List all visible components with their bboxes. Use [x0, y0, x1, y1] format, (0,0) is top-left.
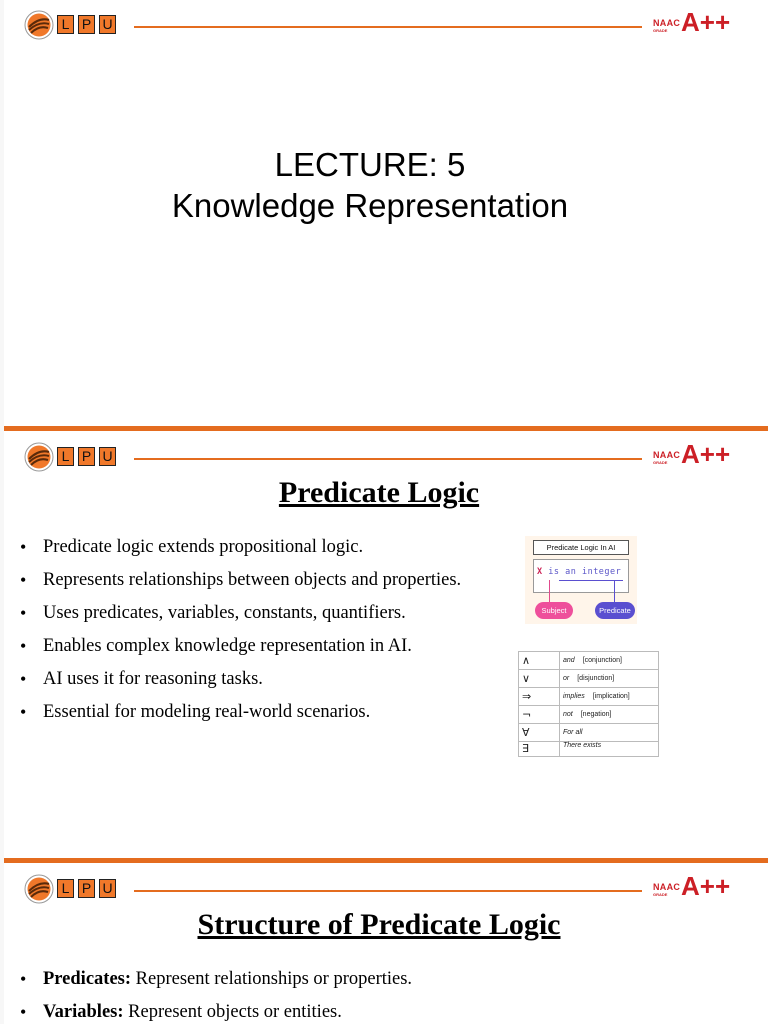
lpu-letter: P	[78, 447, 95, 466]
description-cell	[560, 724, 659, 742]
symbol-cell: ∀	[519, 724, 560, 742]
slide-divider	[4, 858, 768, 863]
description-cell	[560, 706, 659, 724]
description-cell	[560, 742, 659, 757]
table-row	[519, 706, 659, 724]
lpu-letter: L	[57, 879, 74, 898]
bullet-list	[20, 531, 461, 729]
lpu-letter: P	[78, 879, 95, 898]
grade-value: A++	[681, 439, 731, 469]
predicate-text: is an integer	[548, 567, 622, 577]
figure-sentence	[537, 567, 621, 577]
lecture-topic: Knowledge Representation	[171, 187, 569, 224]
subject-connector	[549, 580, 550, 602]
symbol-word: There exists	[563, 742, 602, 749]
slide-header	[4, 432, 768, 482]
lpu-wordmark	[57, 447, 120, 466]
table-row	[519, 742, 659, 757]
lpu-letter: U	[99, 879, 116, 898]
symbol-word: not	[563, 711, 573, 718]
header-rule	[134, 26, 642, 28]
symbol-cell: ⇒	[519, 688, 560, 706]
symbol-cell: ¬	[519, 706, 560, 724]
table-row	[519, 652, 659, 670]
description-cell	[560, 688, 659, 706]
naac-badge	[653, 7, 753, 39]
slide-predicate-logic	[4, 432, 768, 858]
lecture-title	[4, 144, 736, 226]
naac-badge	[653, 439, 753, 471]
grade-label: GRADE	[653, 460, 668, 465]
symbol-word: or	[563, 675, 570, 682]
lpu-letter: U	[99, 15, 116, 34]
lpu-letter: U	[99, 447, 116, 466]
list-item: • Represents relationships between objects and properties.	[20, 564, 461, 597]
symbol-word: implies	[563, 693, 585, 700]
lpu-letter: P	[78, 15, 95, 34]
symbol-meaning: [implication]	[592, 693, 630, 700]
naac-label: NAAC	[653, 450, 681, 460]
symbol-word: and	[563, 657, 575, 664]
lpu-emblem-icon	[24, 442, 54, 472]
lecture-number: LECTURE: 5	[274, 146, 466, 183]
grade-value: A++	[681, 871, 731, 901]
symbol-meaning: [conjunction]	[582, 657, 622, 664]
header-rule	[134, 890, 642, 892]
table-row	[519, 724, 659, 742]
grade-label: GRADE	[653, 892, 668, 897]
lpu-letter: L	[57, 15, 74, 34]
symbol-cell: ∧	[519, 652, 560, 670]
description-cell	[560, 652, 659, 670]
list-item: • Uses predicates, variables, constants, quantifiers.	[20, 597, 461, 630]
symbol-meaning: [disjunction]	[577, 675, 615, 682]
term-description: Represent objects or entities.	[123, 1002, 342, 1022]
slide-divider	[4, 426, 768, 431]
slide-lecture-title	[4, 0, 768, 426]
symbol-cell: ∃	[519, 742, 560, 757]
slide-header	[4, 864, 768, 914]
list-item	[20, 996, 412, 1024]
list-item	[20, 963, 412, 996]
predicate-logic-figure	[525, 536, 637, 624]
slide-header	[4, 0, 768, 50]
predicate-connector	[614, 580, 615, 602]
lpu-emblem-icon	[24, 10, 54, 40]
lpu-letter: L	[57, 447, 74, 466]
slide-heading: Structure of Predicate Logic	[197, 908, 561, 941]
lpu-wordmark	[57, 879, 120, 898]
list-item: • Essential for modeling real-world scenarios.	[20, 696, 461, 729]
symbol-word: For all	[563, 729, 583, 736]
term-label: Predicates:	[43, 969, 132, 989]
description-cell	[560, 670, 659, 688]
bullet-list	[20, 963, 412, 1024]
header-rule	[134, 458, 642, 460]
grade-value: A++	[681, 7, 731, 37]
symbol-cell: ∨	[519, 670, 560, 688]
predicate-pill: Predicate	[595, 602, 635, 619]
subject-pill: Subject	[535, 602, 573, 619]
lpu-wordmark	[57, 15, 120, 34]
naac-badge	[653, 871, 753, 903]
term-label: Variables:	[43, 1002, 124, 1022]
slide-heading: Predicate Logic	[278, 476, 480, 509]
naac-label: NAAC	[653, 882, 681, 892]
grade-label: GRADE	[653, 28, 668, 33]
table-row	[519, 670, 659, 688]
lpu-emblem-icon	[24, 874, 54, 904]
list-item: • Enables complex knowledge representation in AI.	[20, 630, 461, 663]
slide-structure-of-predicate-logic	[4, 864, 768, 1024]
symbol-meaning: [negation]	[580, 711, 612, 718]
subject-token: X	[537, 567, 543, 577]
table-row	[519, 688, 659, 706]
term-description: Represent relationships or properties.	[131, 969, 413, 989]
naac-label: NAAC	[653, 18, 681, 28]
logic-symbol-table	[518, 651, 659, 757]
list-item: • AI uses it for reasoning tasks.	[20, 663, 461, 696]
figure-title: Predicate Logic In AI	[533, 540, 629, 555]
list-item: • Predicate logic extends propositional logic.	[20, 531, 461, 564]
